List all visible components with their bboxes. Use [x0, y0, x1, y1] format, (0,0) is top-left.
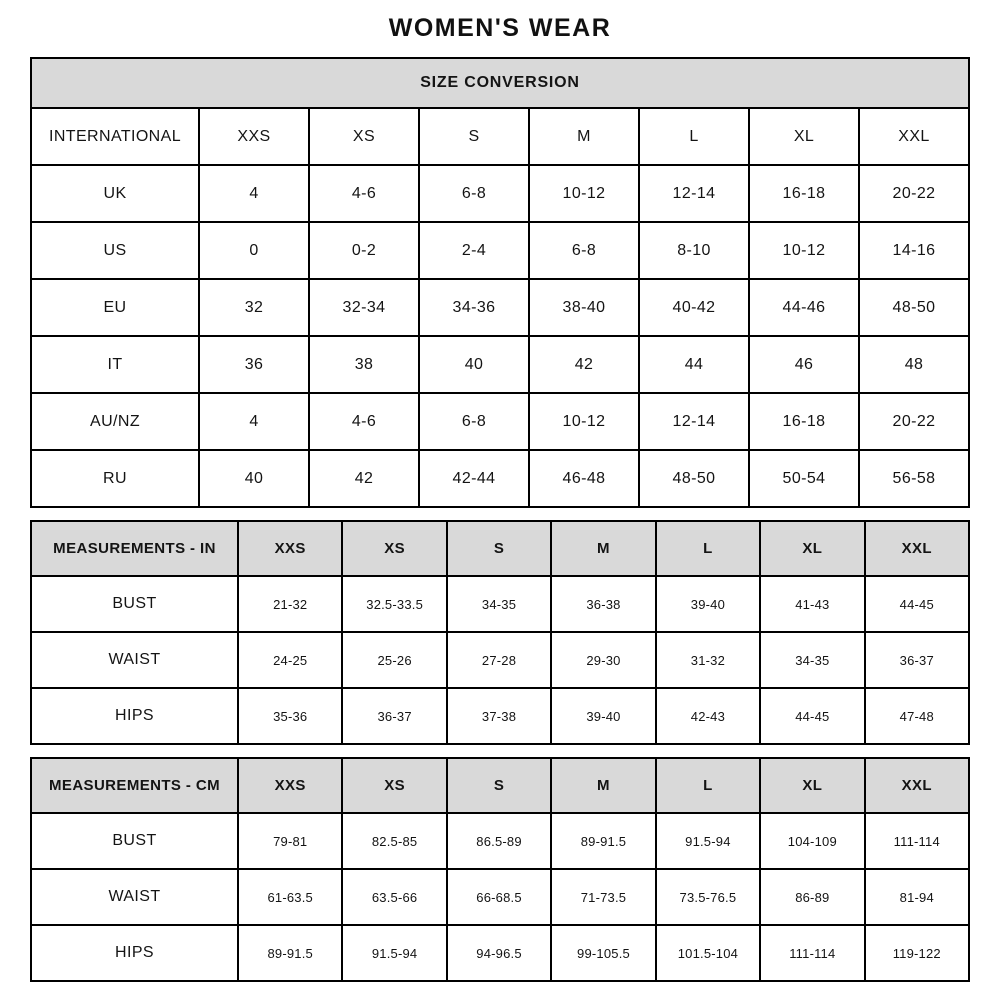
cell-value: 61-63.5	[238, 869, 342, 925]
measurements-in-title: MEASUREMENTS - IN	[31, 521, 238, 576]
cell-value: 42-43	[656, 688, 760, 744]
cell-value: L	[639, 108, 749, 165]
cell-value: 32-34	[309, 279, 419, 336]
row-label: US	[31, 222, 199, 279]
cell-value: 6-8	[419, 165, 529, 222]
size-conversion-title: SIZE CONVERSION	[31, 58, 969, 108]
size-conversion-table	[30, 57, 970, 508]
size-header: L	[656, 758, 760, 813]
table-row	[31, 450, 969, 507]
cell-value: 0	[199, 222, 309, 279]
size-header: XXL	[865, 521, 969, 576]
cell-value: 94-96.5	[447, 925, 551, 981]
size-header: XXS	[238, 758, 342, 813]
table-row	[31, 813, 969, 869]
cell-value: 2-4	[419, 222, 529, 279]
cell-value: 42-44	[419, 450, 529, 507]
cell-value: 16-18	[749, 165, 859, 222]
cell-value: 56-58	[859, 450, 969, 507]
size-conversion-body	[31, 108, 969, 507]
cell-value: 34-36	[419, 279, 529, 336]
cell-value: 48-50	[859, 279, 969, 336]
cell-value: 6-8	[419, 393, 529, 450]
row-label: HIPS	[31, 925, 238, 981]
cell-value: 36-37	[865, 632, 969, 688]
row-label: INTERNATIONAL	[31, 108, 199, 165]
cell-value: 46-48	[529, 450, 639, 507]
cell-value: 41-43	[760, 576, 864, 632]
size-header: XXS	[238, 521, 342, 576]
cell-value: 4	[199, 393, 309, 450]
cell-value: 21-32	[238, 576, 342, 632]
page-title: WOMEN'S WEAR	[388, 14, 612, 42]
row-label: UK	[31, 165, 199, 222]
size-header: M	[551, 521, 655, 576]
cell-value: 42	[309, 450, 419, 507]
cell-value: 4-6	[309, 165, 419, 222]
cell-value: 12-14	[639, 393, 749, 450]
cell-value: 47-48	[865, 688, 969, 744]
cell-value: 89-91.5	[551, 813, 655, 869]
cell-value: 50-54	[749, 450, 859, 507]
size-header: L	[656, 521, 760, 576]
cell-value: 104-109	[760, 813, 864, 869]
row-label: WAIST	[31, 869, 238, 925]
cell-value: 82.5-85	[342, 813, 446, 869]
cell-value: 14-16	[859, 222, 969, 279]
cell-value: 86-89	[760, 869, 864, 925]
cell-value: 36	[199, 336, 309, 393]
size-conversion-header-row	[31, 58, 969, 108]
cell-value: 81-94	[865, 869, 969, 925]
table-row	[31, 336, 969, 393]
cell-value: 27-28	[447, 632, 551, 688]
cell-value: 25-26	[342, 632, 446, 688]
table-row	[31, 108, 969, 165]
cell-value: 44	[639, 336, 749, 393]
cell-value: 4	[199, 165, 309, 222]
cell-value: 38	[309, 336, 419, 393]
cell-value: S	[419, 108, 529, 165]
cell-value: 36-37	[342, 688, 446, 744]
cell-value: 40-42	[639, 279, 749, 336]
cell-value: 37-38	[447, 688, 551, 744]
cell-value: M	[529, 108, 639, 165]
cell-value: 44-46	[749, 279, 859, 336]
cell-value: 10-12	[529, 165, 639, 222]
cell-value: 91.5-94	[342, 925, 446, 981]
cell-value: 44-45	[865, 576, 969, 632]
size-header: XL	[760, 758, 864, 813]
row-label: HIPS	[31, 688, 238, 744]
cell-value: 10-12	[749, 222, 859, 279]
table-row	[31, 279, 969, 336]
measurements-in-header-row	[31, 521, 969, 576]
cell-value: 89-91.5	[238, 925, 342, 981]
row-label: EU	[31, 279, 199, 336]
cell-value: XXS	[199, 108, 309, 165]
table-row	[31, 925, 969, 981]
cell-value: 32.5-33.5	[342, 576, 446, 632]
size-header: XS	[342, 521, 446, 576]
cell-value: 12-14	[639, 165, 749, 222]
cell-value: 40	[419, 336, 529, 393]
row-label: BUST	[31, 576, 238, 632]
cell-value: 111-114	[760, 925, 864, 981]
cell-value: 20-22	[859, 393, 969, 450]
cell-value: XS	[309, 108, 419, 165]
cell-value: 31-32	[656, 632, 760, 688]
cell-value: 48-50	[639, 450, 749, 507]
cell-value: 16-18	[749, 393, 859, 450]
cell-value: 46	[749, 336, 859, 393]
cell-value: 10-12	[529, 393, 639, 450]
size-header: S	[447, 521, 551, 576]
table-row	[31, 165, 969, 222]
cell-value: 48	[859, 336, 969, 393]
cell-value: 24-25	[238, 632, 342, 688]
cell-value: 91.5-94	[656, 813, 760, 869]
row-label: IT	[31, 336, 199, 393]
size-header: S	[447, 758, 551, 813]
cell-value: 35-36	[238, 688, 342, 744]
cell-value: 40	[199, 450, 309, 507]
cell-value: 119-122	[865, 925, 969, 981]
cell-value: 63.5-66	[342, 869, 446, 925]
size-header: XXL	[865, 758, 969, 813]
table-row	[31, 632, 969, 688]
cell-value: 36-38	[551, 576, 655, 632]
cell-value: 32	[199, 279, 309, 336]
size-header: XL	[760, 521, 864, 576]
measurements-in-table	[30, 520, 970, 745]
cell-value: 6-8	[529, 222, 639, 279]
cell-value: 34-35	[760, 632, 864, 688]
cell-value: 73.5-76.5	[656, 869, 760, 925]
table-row	[31, 688, 969, 744]
cell-value: 71-73.5	[551, 869, 655, 925]
cell-value: 39-40	[656, 576, 760, 632]
cell-value: 79-81	[238, 813, 342, 869]
cell-value: 29-30	[551, 632, 655, 688]
table-row	[31, 869, 969, 925]
measurements-cm-title: MEASUREMENTS - CM	[31, 758, 238, 813]
row-label: WAIST	[31, 632, 238, 688]
table-row	[31, 393, 969, 450]
cell-value: 42	[529, 336, 639, 393]
size-header: M	[551, 758, 655, 813]
measurements-cm-header-row	[31, 758, 969, 813]
measurements-cm-body	[31, 813, 969, 981]
cell-value: 8-10	[639, 222, 749, 279]
cell-value: 34-35	[447, 576, 551, 632]
cell-value: 20-22	[859, 165, 969, 222]
cell-value: 0-2	[309, 222, 419, 279]
table-row	[31, 222, 969, 279]
cell-value: 39-40	[551, 688, 655, 744]
cell-value: 66-68.5	[447, 869, 551, 925]
cell-value: XL	[749, 108, 859, 165]
cell-value: XXL	[859, 108, 969, 165]
row-label: AU/NZ	[31, 393, 199, 450]
row-label: RU	[31, 450, 199, 507]
row-label: BUST	[31, 813, 238, 869]
cell-value: 4-6	[309, 393, 419, 450]
cell-value: 111-114	[865, 813, 969, 869]
table-row	[31, 576, 969, 632]
cell-value: 99-105.5	[551, 925, 655, 981]
cell-value: 86.5-89	[447, 813, 551, 869]
size-header: XS	[342, 758, 446, 813]
cell-value: 38-40	[529, 279, 639, 336]
measurements-in-body	[31, 576, 969, 744]
measurements-cm-table	[30, 757, 970, 982]
cell-value: 44-45	[760, 688, 864, 744]
cell-value: 101.5-104	[656, 925, 760, 981]
